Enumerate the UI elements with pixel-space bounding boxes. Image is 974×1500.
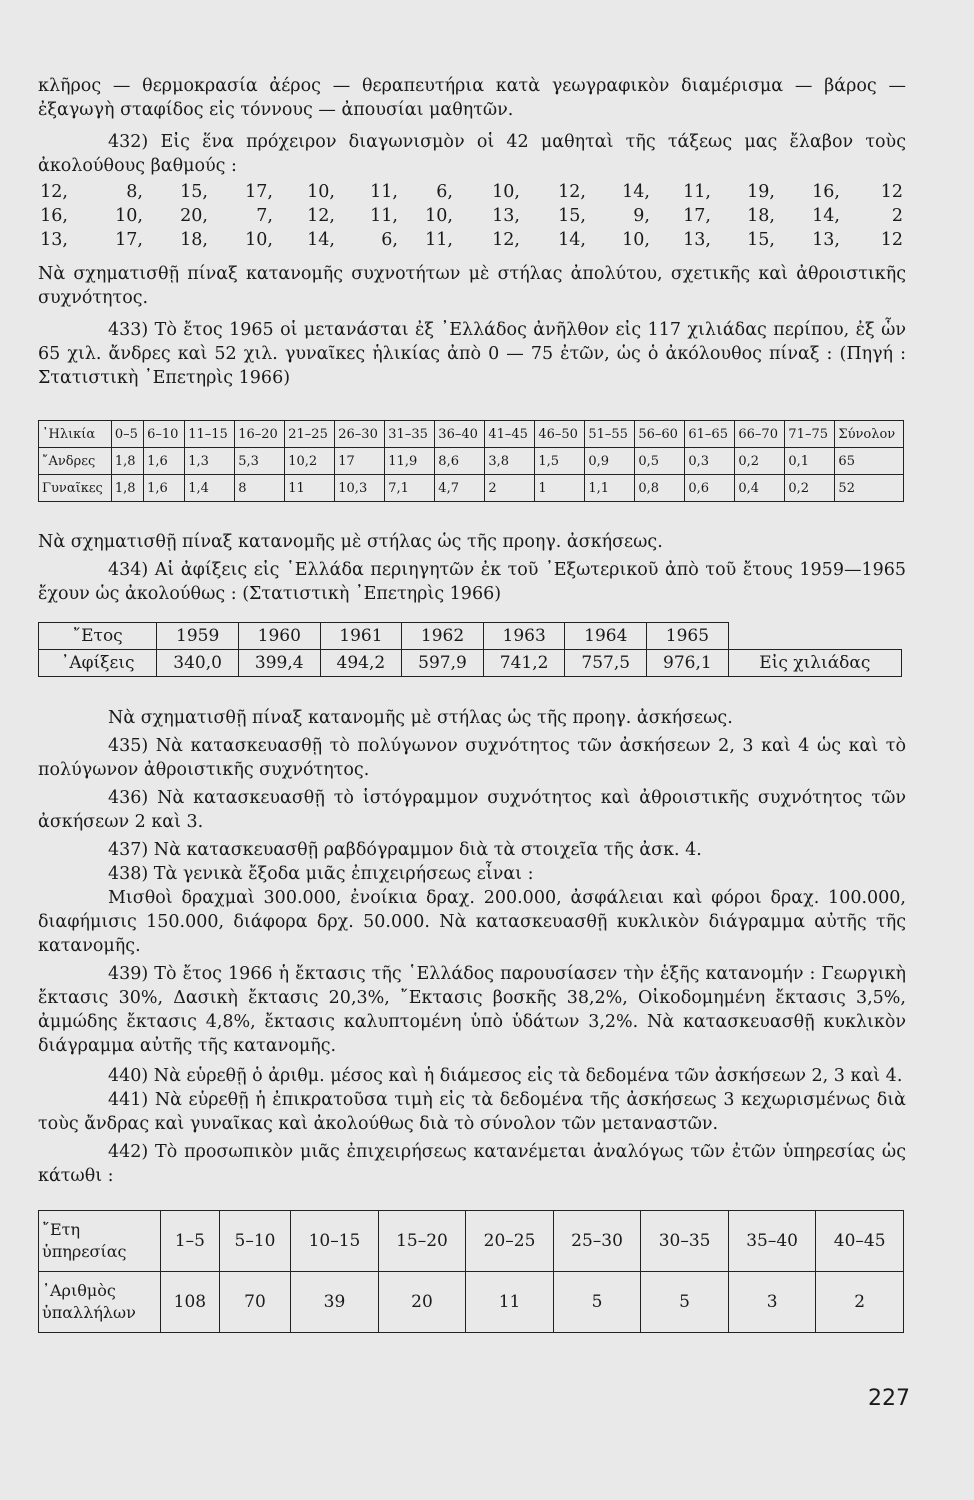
table-cell: 5 xyxy=(553,1272,641,1333)
table-cell: 21–25 xyxy=(285,421,335,448)
grade-value: 15, xyxy=(747,230,775,250)
table-cell: 46–50 xyxy=(535,421,585,448)
table-cell: 1,4 xyxy=(185,475,235,502)
table-cell: 3,8 xyxy=(485,448,535,475)
table-cell: 399,4 xyxy=(238,650,320,677)
table-cell: 1,8 xyxy=(111,448,143,475)
grade-value: 13, xyxy=(40,230,68,250)
table-cell: 25–30 xyxy=(553,1211,641,1272)
grade-value: 17, xyxy=(245,182,273,202)
exercise-442-text: 442) Τὸ προσωπικὸν μιᾶς ἐπιχειρήσεως κατανέμεται ἀναλόγως τῶν ἐτῶν ὑπηρεσίας ὡς κάτωθι : xyxy=(38,1142,906,1186)
grade-value: 13, xyxy=(812,230,840,250)
exercise-441: 441) Νὰ εὑρεθῇ ἡ ἐπικρατοῦσα τιμὴ εἰς τὰ δεδομένα τῆς ἀσκήσεως 3 κεχωρισμένως διὰ τοὺς ἄνδρας καὶ γυναῖκας καὶ ἀκολούθως διὰ τὸ σύνολον τῶν μεταναστῶν. xyxy=(38,1090,906,1134)
grade-value: 10, xyxy=(622,230,650,250)
table-cell: 61–65 xyxy=(685,421,735,448)
table-cell: 0,1 xyxy=(785,448,835,475)
table-cell: 0,3 xyxy=(685,448,735,475)
table-cell: 3 xyxy=(728,1272,816,1333)
table-cell: 0,2 xyxy=(785,475,835,502)
exercise-432-task: Νὰ σχηματισθῇ πίναξ κατανομῆς συχνοτήτων μὲ στήλας ἀπολύτου, σχετικῆς καὶ ἀθροιστικῆς συχνότητος. xyxy=(38,264,906,308)
table-cell: 5,3 xyxy=(235,448,285,475)
row-label: Γυναῖκες xyxy=(39,475,112,502)
table-cell: 70 xyxy=(219,1272,290,1333)
grade-value: 12 xyxy=(880,230,903,250)
table-cell: 31–35 xyxy=(385,421,435,448)
grade-value: 10, xyxy=(492,182,520,202)
exercise-434-text: 434) Αἱ ἀφίξεις εἰς ῾Ελλάδα περιηγητῶν ἐκ τοῦ ᾽Εξωτερικοῦ ἀπὸ τοῦ ἔτους 1959—1965 ἔχουν ὡς ἀκολούθως : (Στατιστικὴ ᾽Επετηρὶς 1966) xyxy=(38,560,906,604)
table-cell: 0,5 xyxy=(635,448,685,475)
table-cell: 1965 xyxy=(647,623,729,650)
grade-value: 11, xyxy=(370,206,398,226)
table-cell: 0,8 xyxy=(635,475,685,502)
exercise-432-text: 432) Εἰς ἕνα πρόχειρον διαγωνισμὸν οἱ 42 μαθηταὶ τῆς τάξεως μας ἔλαβον τοὺς ἀκολούθους βαθμούς : xyxy=(38,132,906,176)
table-cell: 741,2 xyxy=(483,650,565,677)
table-cell: 10–15 xyxy=(291,1211,379,1272)
grade-value: 10, xyxy=(425,206,453,226)
table-cell: 1964 xyxy=(565,623,647,650)
arrivals-table xyxy=(38,622,902,677)
table-cell: 1,8 xyxy=(111,475,143,502)
grade-value: 12, xyxy=(492,230,520,250)
men-row xyxy=(39,448,904,475)
grades-row xyxy=(38,230,906,254)
table-cell: 976,1 xyxy=(647,650,729,677)
intro-line: κλῆρος — θερμοκρασία ἀέρος — θεραπευτήρια κατὰ γεωγραφικὸν διαμέρισμα — βάρος — ἐξαγωγὴ σταφίδος εἰς τόννους — ἀπουσίαι μαθητῶν. xyxy=(38,76,906,120)
table-cell: 2 xyxy=(485,475,535,502)
grade-value: 18, xyxy=(747,206,775,226)
table-cell: 340,0 xyxy=(157,650,239,677)
grade-value: 6, xyxy=(381,230,398,250)
table-cell: 8,6 xyxy=(435,448,485,475)
grade-value: 15, xyxy=(180,182,208,202)
table-cell: 16–20 xyxy=(235,421,285,448)
table-cell: 0–5 xyxy=(111,421,143,448)
grade-value: 16, xyxy=(812,182,840,202)
employees-row xyxy=(39,1272,904,1333)
table-cell: 30–35 xyxy=(641,1211,729,1272)
table-cell: 15–20 xyxy=(378,1211,466,1272)
row-label: ῎Ανδρες xyxy=(39,448,112,475)
grade-value: 19, xyxy=(747,182,775,202)
table-cell: 1962 xyxy=(402,623,484,650)
table-cell: 41–45 xyxy=(485,421,535,448)
grade-value: 14, xyxy=(812,206,840,226)
table-cell: 17 xyxy=(335,448,385,475)
exercise-440: 440) Νὰ εὑρεθῇ ὁ ἀριθμ. μέσος καὶ ἡ διάμεσος εἰς τὰ δεδομένα τῶν ἀσκήσεων 2, 3 καὶ 4. xyxy=(108,1066,903,1086)
table-cell: 11 xyxy=(285,475,335,502)
table-cell: 20–25 xyxy=(466,1211,554,1272)
table-cell: 7,1 xyxy=(385,475,435,502)
table-cell: 8 xyxy=(235,475,285,502)
table-cell: 494,2 xyxy=(320,650,402,677)
women-row xyxy=(39,475,904,502)
table-cell: Σύνολον xyxy=(835,421,904,448)
exercise-433-task: Νὰ σχηματισθῇ πίναξ κατανομῆς μὲ στήλας ὡς τῆς προηγ. ἀσκήσεως. xyxy=(38,532,663,552)
grade-value: 13, xyxy=(683,230,711,250)
exercise-439: 439) Τὸ ἔτος 1966 ἡ ἔκτασις τῆς ῾Ελλάδος παρουσίασεν τὴν ἑξῆς κατανομήν : Γεωργικὴ ἔκτασις 30%, Δασικὴ ἔκτασις 20,3%, ῎Εκτασις βοσκῆς 38,2%, Οἰκοδομημένη ἔκτασις 3,5%, ἀμμώδης ἔκτασις 4,8%, ἔκτασις καλυπτομένη ὑπὸ ὑδάτων 3,2%. Νὰ κατασκευασθῇ κυκλικὸν διάγραμμα αὐτῆς τῆς κατανομῆς. xyxy=(38,964,906,1056)
table-cell: 757,5 xyxy=(565,650,647,677)
exercise-437: 437) Νὰ κατασκευασθῇ ραβδόγραμμον διὰ τὰ στοιχεῖα τῆς ἀσκ. 4. xyxy=(108,840,702,860)
table-cell: 1,3 xyxy=(185,448,235,475)
exercise-435: 435) Νὰ κατασκευασθῇ τὸ πολύγωνον συχνότητος τῶν ἀσκήσεων 2, 3 καὶ 4 ὡς καὶ τὸ πολύγωνον ἀθροιστικῆς συχνότητος. xyxy=(38,736,906,780)
grade-value: 7, xyxy=(256,206,273,226)
table-cell: 39 xyxy=(291,1272,379,1333)
table-cell: 5 xyxy=(641,1272,729,1333)
table-cell: 0,2 xyxy=(735,448,785,475)
grade-value: 9, xyxy=(633,206,650,226)
grades-row xyxy=(38,206,906,230)
grade-value: 18, xyxy=(180,230,208,250)
grade-value: 11, xyxy=(683,182,711,202)
table-cell: 5–10 xyxy=(219,1211,290,1272)
grade-value: 20, xyxy=(180,206,208,226)
row-label: ῎Ετος xyxy=(39,623,157,650)
staff-table xyxy=(38,1210,904,1333)
row-label: ᾽Ηλικία xyxy=(39,421,112,448)
table-cell xyxy=(728,623,901,650)
table-cell: 2 xyxy=(816,1272,904,1333)
grade-value: 12, xyxy=(558,182,586,202)
exercise-438-body: Μισθοὶ δραχμαὶ 300.000, ἐνοίκια δραχ. 200.000, ἀσφάλειαι καὶ φόροι δραχ. 100.000, διαφήμισις 150.000, διάφορα δρχ. 50.000. Νὰ κατασκευασθῇ κυκλικὸν διάγραμμα αὐτῆς τῆς κατανομῆς. xyxy=(38,888,906,956)
grade-value: 12 xyxy=(880,182,903,202)
table-cell: 65 xyxy=(835,448,904,475)
table-cell: 20 xyxy=(378,1272,466,1333)
page-number: 227 xyxy=(868,1386,910,1411)
table-cell: 108 xyxy=(161,1272,220,1333)
table-cell: 0,4 xyxy=(735,475,785,502)
table-cell: 10,2 xyxy=(285,448,335,475)
table-cell: 52 xyxy=(835,475,904,502)
table-cell: 1,5 xyxy=(535,448,585,475)
row-label: ᾽Αριθμὸς ὑπαλλήλων xyxy=(39,1272,161,1333)
grade-value: 15, xyxy=(558,206,586,226)
grade-value: 11, xyxy=(370,182,398,202)
grade-value: 14, xyxy=(307,230,335,250)
table-cell: 597,9 xyxy=(402,650,484,677)
grades-row xyxy=(38,182,906,206)
grade-value: 12, xyxy=(40,182,68,202)
table-cell: 4,7 xyxy=(435,475,485,502)
table-cell: 1–5 xyxy=(161,1211,220,1272)
exercise-434-task: Νὰ σχηματισθῇ πίναξ κατανομῆς μὲ στήλας ὡς τῆς προηγ. ἀσκήσεως. xyxy=(108,708,733,728)
table-cell: 11 xyxy=(466,1272,554,1333)
table-cell: 66–70 xyxy=(735,421,785,448)
table-cell: 1,6 xyxy=(144,448,185,475)
years-service-row xyxy=(39,1211,904,1272)
table-cell: 1 xyxy=(535,475,585,502)
exercise-436: 436) Νὰ κατασκευασθῇ τὸ ἱστόγραμμον συχνότητος καὶ ἀθροιστικῆς συχνότητος τῶν ἀσκήσεων 2 καὶ 3. xyxy=(38,788,906,832)
grade-value: 10, xyxy=(245,230,273,250)
grade-value: 8, xyxy=(126,182,143,202)
table-cell: 1,1 xyxy=(585,475,635,502)
table-cell: 1959 xyxy=(157,623,239,650)
exercise-433-text: 433) Τὸ ἔτος 1965 οἱ μετανάσται ἐξ ᾽Ελλάδος ἀνῆλθον εἰς 117 χιλιάδας περίπου, ἐξ ὧν 65 χιλ. ἄνδρες καὶ 52 χιλ. γυναῖκες ἡλικίας ἀπὸ 0 — 75 ἐτῶν, ὡς ὁ ἀκόλουθος πίναξ : (Πηγή : Στατιστικὴ ᾽Επετηρὶς 1966) xyxy=(38,320,906,388)
grade-value: 12, xyxy=(307,206,335,226)
table-cell: 1961 xyxy=(320,623,402,650)
table-cell: 10,3 xyxy=(335,475,385,502)
grade-value: 2 xyxy=(891,206,903,226)
grade-value: 14, xyxy=(558,230,586,250)
table-cell: 0,9 xyxy=(585,448,635,475)
grade-value: 17, xyxy=(115,230,143,250)
grade-value: 10, xyxy=(115,206,143,226)
table-cell: 0,6 xyxy=(685,475,735,502)
grade-value: 11, xyxy=(425,230,453,250)
table-cell: 1963 xyxy=(483,623,565,650)
table-cell: 11,9 xyxy=(385,448,435,475)
grade-value: 16, xyxy=(40,206,68,226)
table-cell: 1,6 xyxy=(144,475,185,502)
year-row xyxy=(39,623,902,650)
exercise-438-text: 438) Τὰ γενικὰ ἔξοδα μιᾶς ἐπιχειρήσεως εἶναι : xyxy=(108,864,534,884)
table-cell: 51–55 xyxy=(585,421,635,448)
table-cell: Εἰς χιλιάδας xyxy=(728,650,901,677)
arrivals-row xyxy=(39,650,902,677)
age-header-row xyxy=(39,421,904,448)
grade-value: 14, xyxy=(622,182,650,202)
table-cell: 36–40 xyxy=(435,421,485,448)
table-cell: 71–75 xyxy=(785,421,835,448)
table-cell: 6–10 xyxy=(144,421,185,448)
grade-value: 10, xyxy=(307,182,335,202)
grade-value: 6, xyxy=(436,182,453,202)
grade-value: 13, xyxy=(492,206,520,226)
table-cell: 56–60 xyxy=(635,421,685,448)
emigrants-table xyxy=(38,420,904,502)
grade-value: 17, xyxy=(683,206,711,226)
table-cell: 1960 xyxy=(238,623,320,650)
table-cell: 35–40 xyxy=(728,1211,816,1272)
row-label: ῎Ετη ὑπηρεσίας xyxy=(39,1211,161,1272)
table-cell: 11–15 xyxy=(185,421,235,448)
table-cell: 40–45 xyxy=(816,1211,904,1272)
table-cell: 26–30 xyxy=(335,421,385,448)
row-label: ᾽Αφίξεις xyxy=(39,650,157,677)
